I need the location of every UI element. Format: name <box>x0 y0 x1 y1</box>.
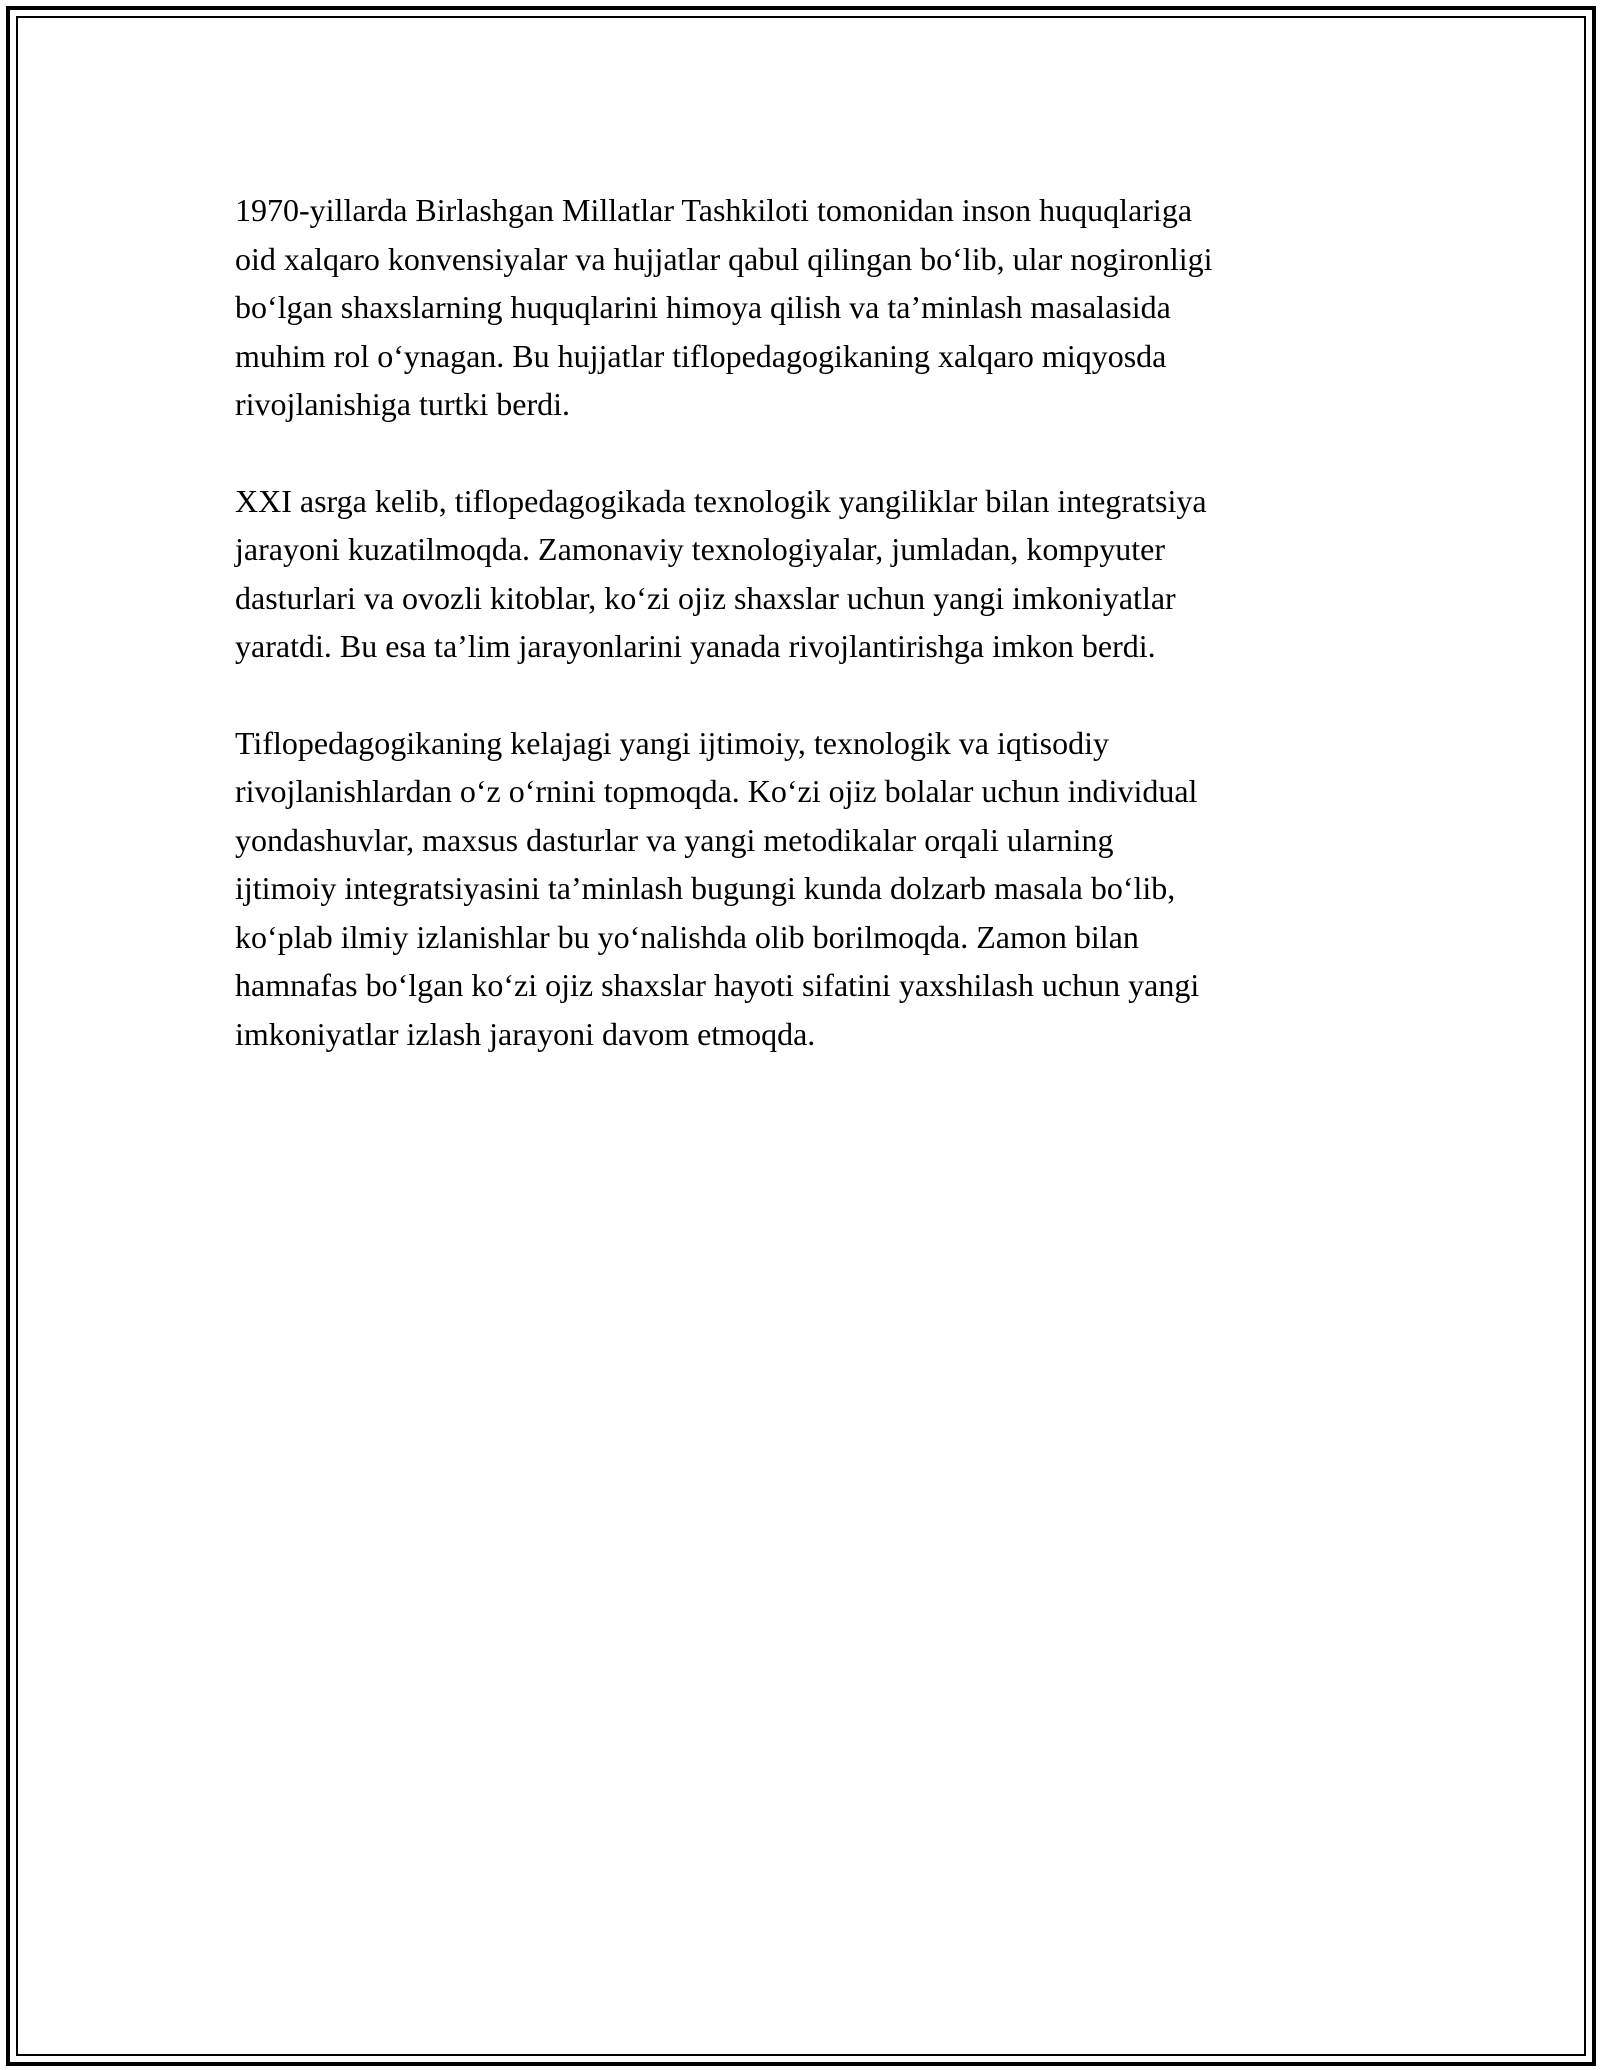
text-line: ijtimoiy integratsiyasini ta’minlash bugungi kunda dolzarb masala bo‘lib, <box>235 870 1176 906</box>
document-body <box>235 186 1375 1106</box>
text-line: rivojlanishiga turtki berdi. <box>235 386 571 422</box>
text-line: ko‘plab ilmiy izlanishlar bu yo‘nalishda olib borilmoqda. Zamon bilan <box>235 918 1139 955</box>
text-line: hamnafas bo‘lgan ko‘zi ojiz shaxslar hayoti sifatini yaxshilash uchun yangi <box>235 967 1200 1003</box>
text-line: XXI asrga kelib, tiflopedagogikada texnologik yangiliklar bilan integratsiya <box>235 482 1207 519</box>
text-line: oid xalqaro konvensiyalar va hujjatlar qabul qilingan bo‘lib, ular nogironligi <box>235 240 1213 277</box>
text-line: imkoniyatlar izlash jarayoni davom etmoqda. <box>235 1015 816 1052</box>
text-line: yaratdi. Bu esa ta’lim jarayonlarini yanada rivojlantirishga imkon berdi. <box>235 628 1156 664</box>
text-line: yondashuvlar, maxsus dasturlar va yangi metodikalar orqali ularning <box>235 821 1114 858</box>
text-line: dasturlari va ovozli kitoblar, ko‘zi ojiz shaxslar uchun yangi imkoniyatlar <box>235 579 1176 616</box>
paragraph-2 <box>235 477 1375 671</box>
paragraph-1 <box>235 186 1375 429</box>
paragraph-3 <box>235 719 1375 1059</box>
text-line: Tiflopedagogikaning kelajagi yangi ijtimoiy, texnologik va iqtisodiy <box>235 724 1109 761</box>
text-line: muhim rol o‘ynagan. Bu hujjatlar tiflopedagogikaning xalqaro miqyosda <box>235 337 1167 374</box>
text-line: 1970-yillarda Birlashgan Millatlar Tashkiloti tomonidan inson huquqlariga <box>235 192 1193 228</box>
text-line: bo‘lgan shaxslarning huquqlarini himoya qilish va ta’minlash masalasida <box>235 289 1171 325</box>
text-line: jarayoni kuzatilmoqda. Zamonaviy texnologiyalar, jumladan, kompyuter <box>235 531 1166 567</box>
text-line: rivojlanishlardan o‘z o‘rnini topmoqda. Ko‘zi ojiz bolalar uchun individual <box>235 773 1198 809</box>
